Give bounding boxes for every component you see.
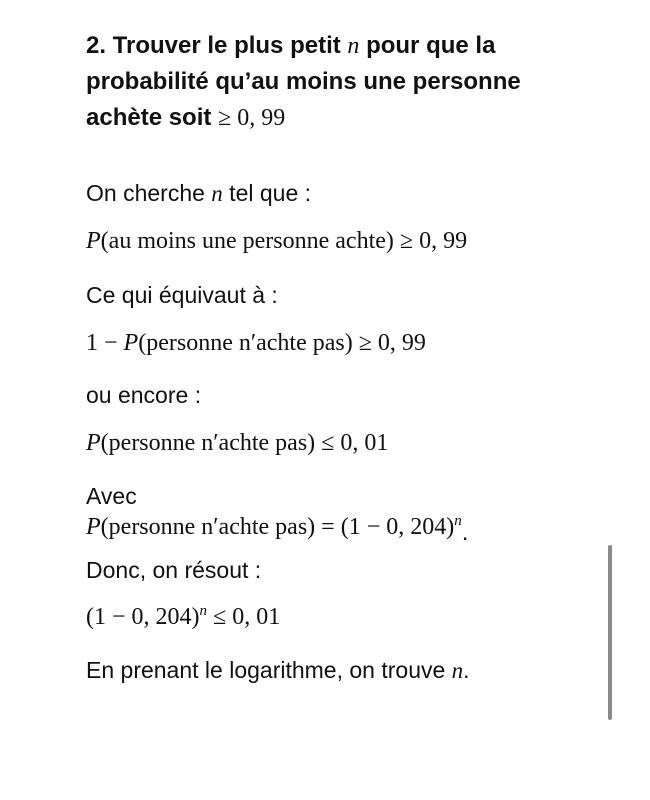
donc-line	[86, 555, 261, 585]
heading-variable-n: n	[347, 33, 360, 59]
eq1-P: P	[86, 228, 101, 254]
equation-3	[86, 428, 388, 458]
encore-text: ou encore :	[86, 382, 202, 408]
intro-end-text: tel que :	[222, 180, 312, 206]
section-heading	[86, 28, 586, 136]
final-text: En prenant le logarithme, on trouve	[86, 657, 452, 683]
equation-2	[86, 328, 426, 358]
intro-line	[86, 178, 311, 209]
avec-line	[86, 481, 137, 511]
final-line	[86, 655, 470, 686]
eq4-exponent-n: n	[454, 513, 462, 529]
eq2-P: P	[123, 330, 139, 356]
final-variable-n: n	[451, 658, 464, 683]
avec-text: Avec	[86, 483, 137, 509]
eq3-body: (personne n′achte pas) ≤ 0, 01	[100, 430, 389, 456]
equation-5	[86, 602, 280, 632]
eq3-P: P	[86, 430, 101, 456]
encore-line	[86, 380, 201, 410]
eq1-body: (au moins une personne achte) ≥ 0, 99	[100, 228, 468, 254]
eq5-body: ≤ 0, 01	[207, 604, 281, 630]
eq5-exponent-n: n	[199, 603, 208, 619]
heading-inequality: ≥ 0, 99	[218, 105, 286, 131]
intro-text: On cherche	[86, 180, 212, 206]
equivalence-line	[86, 280, 278, 310]
final-period: .	[463, 657, 470, 683]
intro-variable-n: n	[211, 181, 223, 206]
equation-1	[86, 226, 467, 256]
eq4-P: P	[86, 514, 101, 540]
equation-4	[86, 512, 469, 546]
heading-part1: 2. Trouver le plus petit	[86, 32, 348, 59]
eq5-base: (1 − 0, 204)	[86, 604, 200, 630]
heading-part2: pour que la probabilité qu’au moins une personne achète soit	[86, 32, 521, 131]
eq4-period: .	[461, 519, 469, 546]
eq4-body: (personne n′achte pas) = (1 − 0, 204)	[100, 514, 455, 540]
equivalence-text: Ce qui équivaut à :	[86, 282, 278, 308]
vertical-scrollbar[interactable]	[608, 545, 612, 720]
eq2-one-minus: 1 −	[86, 330, 124, 356]
eq2-body: (personne n′achte pas) ≥ 0, 99	[138, 330, 426, 356]
donc-text: Donc, on résout :	[86, 557, 262, 583]
